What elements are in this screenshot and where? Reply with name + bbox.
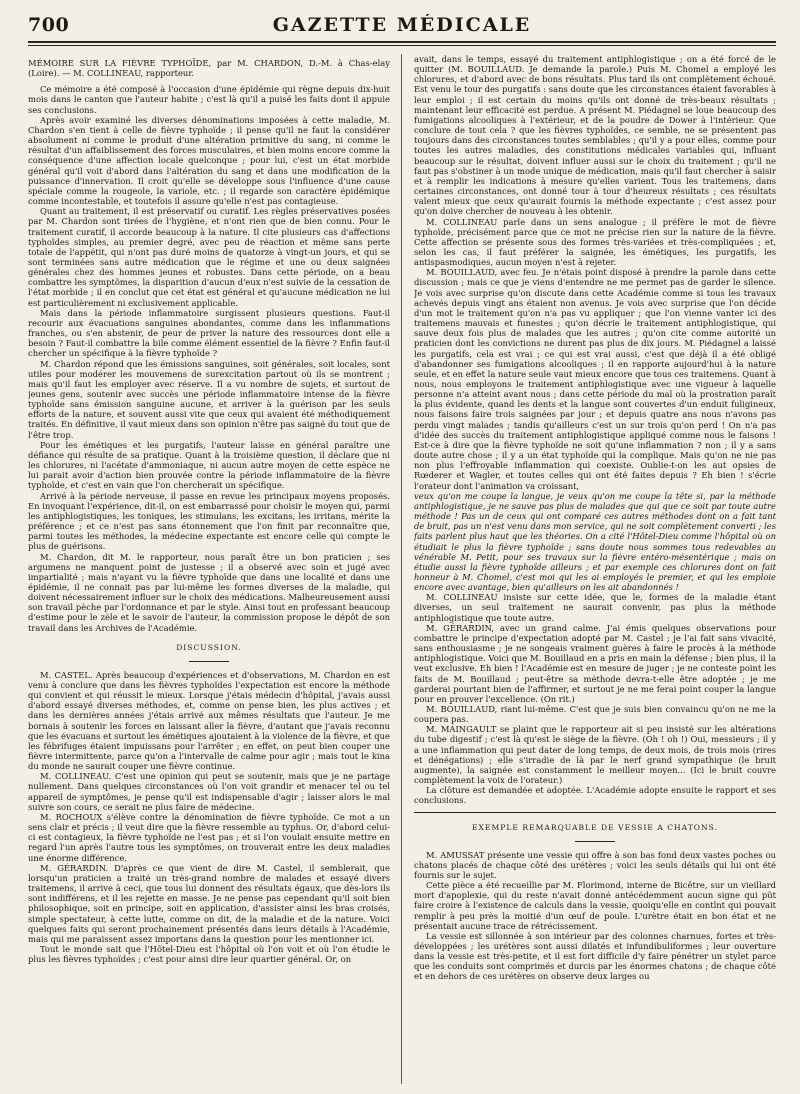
paragraph: avait, dans le temps, essayé du traitement antiphlogistique ; on a été forcé de le quitter (M. BOUILLAUD. Je demande la parole.) Puis M. Chomel a employé les chlorures, et d'abord avec de bons résultats. Plus tard ils ont complètement échoué. Est venu le tour des purgatifs : sans doute que les circonstances étaient favorables à leur emploi ; il est certain du moins qu'ils ont donné de très-beaux résultats ; maintenant leur efficacité est perdue. A présent M. Piédagnel se loue beaucoup des fumigations alcooliques à l'extérieur, et de la poudre de Dower à l'intérieur. Que conclure de tout cela ? que les fièvres typhoïdes, ce semble, ne se présentent pas toujours dans des circonstances toutes semblables ; qu'il y a pour elles, comme pour toutes les autres maladies, des constitutions médicales variables qui, influant beaucoup sur le résultat, doivent influer aussi sur le choix du traitement ; qu'il ne faut pas s'obstiner à un mode unique de médication, mais qu'il faut chercher à saisir et à remplir les indications à mesure qu'elles varient. Tous les traitemens, dans certaines circonstances, ont donné tour à tour d'heureux résultats ; ces résultats valent mieux que ceux qu'aurait fournis la méthode expectante ; c'est assez pour qu'on doive chercher de nouveau à les obtenir. bbox=[414, 54, 776, 217]
paragraph: Après avoir examiné les diverses dénominations imposées à cette maladie, M. Chardon s'en tient à celle de fièvre typhoïde ; il pense qu'il ne faut la considérer absolument ni comme le produit d'une altération primitive du sang, ni comme le résultat d'un affaiblissement des forces musculaires, et bien moins encore comme la conséquence d'une affection locale quelconque ; pour lui, c'est un état morbide général qu'il voit d'abord dans l'altération du sang et dans une modification de la puissance d'innervation. Il croit qu'elle se développe sous l'influence d'une cause spéciale comme la rougeole, la variole, etc. ; il regarde son caractère épidémique comme incontestable, et toutefois il assure qu'elle n'est pas contagieuse. bbox=[28, 114, 390, 207]
paragraph: M. GÉRARDIN, avec un grand calme. J'ai émis quelques observations pour combattre le principe d'expectation adopté par M. Castel ; je l'ai fait sans vivacité, sans enthousiasme ; je ne songeais vraiment guères à faire le procès à la méthode antiphlogistique. Voici que M. Bouillaud en a pris en main la défense ; bien plus, il la veut exclusive. Eh bien ! l'Académie est en mesure de juger ; je ne conteste point les faits de M. Bouillaud ; peut-être sa méthode devra-t-elle être adoptée ; je me garderai pourtant bien de l'affirmer, et surtout je ne me ferai point couper la langue pour en prouver l'excellence. (On rit.) bbox=[414, 622, 776, 704]
discussion-title: DISCUSSION. bbox=[176, 642, 242, 652]
paragraph: Arrivé à la période nerveuse, il passe en revue les principaux moyens proposés. En invoquant l'expérience, dit-il, on est embarrassé pour choisir le moyen qui, parmi les antiphlogistiques, les toniques, les stimulans, les excitans, les irritans, mérite la préférence ; et ce n'est pas sans étonnement que l'on finit par reconnaître que, parmi toutes les méthodes, la médecine expectante est encore celle qui compte le plus de guérisons. bbox=[28, 490, 390, 552]
paragraph: M. Chardon, dit M. le rapporteur, nous paraît être un bon praticien ; ses argumens ne manquent point de justesse ; il a observé avec soin et jugé avec impartialité ; mais n'ayant vu la fièvre typhoïde que dans une localité et dans une épidémie, il ne connait pas par lui-même les formes diverses de la maladie, qui doivent nécessairement influer sur le choix des médications. Malheureusement aussi son travail pèche par l'ordonnance et par le style. Ainsi tout en professant beaucoup d'estime pour le zèle et le savoir de l'auteur, la commission propose le dépôt de son travail dans les Archives de l'Académie. bbox=[28, 551, 390, 633]
paragraph: M. ROCHOUX s'élève contre la dénomination de fièvre typhoïde. Ce mot a un sens clair et précis ; il veut dire que la fièvre ressemble au typhus. Or, d'abord celui-ci est contagieux, la fièvre typhoïde ne l'est pas ; et si l'on voulait ensuite mettre en regard l'un après l'autre tous les symptômes, on trouverait entre les deux maladies une énorme différence. bbox=[28, 811, 390, 863]
paragraph: La clôture est demandée et adoptée. L'Académie adopte ensuite le rapport et ses conclusions. bbox=[414, 785, 776, 806]
paragraph: M. GÉRARDIN. D'après ce que vient de dire M. Castel, il semblerait, que lorsqu'un praticien a traité un très-grand nombre de malades et essayé divers traitemens, il arrive à ceci, que tous lui donnent des résultats égaux, que dès-lors ils sont indifférens, et il les rejette en masse. Je ne pense pas cependant qu'il soit bien philosophique, soit en principe, soit en application, d'assister ainsi les bras croisés, simple spectateur, à cette lutte, comme on dit, de la maladie et de la nature. Voici quelques faits qui seront prochainement présentés dans leurs détails à l'Académie, mais qui me paraissent assez importans dans la question pour les mentionner ici. bbox=[28, 862, 390, 944]
paragraph: Tout le monde sait que l'Hôtel-Dieu est l'hôpital où l'on voit et où l'on étudie le plus les fièvres typhoïdes ; c'est pour ainsi dire leur quartier général. Or, on bbox=[28, 943, 390, 965]
paragraph: M. COLLINEAU parle dans un sens analogue ; il préfère le mot de fièvre typhoïde, précisément parce que ce mot ne précise rien sur la nature de la fièvre. Cette affection se présente sous des formes très-variées et très-compliquées ; et, selon les cas, il faut préférer la saignée, les émétiques, les purgatifs, les antispasmodiques, aucun moyen n'est à rejeter. bbox=[414, 216, 776, 268]
paragraph: M. COLLINEAU. C'est une opinion qui peut se soutenir, mais que je ne partage nullement. Dans quelques circonstances où l'on voit grandir et menacer tel ou tel appareil de symptômes, je pense qu'il est indispensable d'agir ; laisser alors le mal suivre son cours, ce serait ne plus faire de médecine. bbox=[28, 771, 390, 812]
section-rule bbox=[414, 812, 776, 813]
header-rule-thin bbox=[28, 45, 776, 46]
newspaper-page bbox=[28, 14, 776, 1084]
paragraph: M. MAINGAULT se plaint que le rapporteur ait si peu insisté sur les altérations du tube digestif ; c'est là qu'est le siège de la fièvre. (Oh ! oh !) Oui, messieurs ; il y a une inflammation qui peut dater de long temps, de deux mois, de trois mois (rires et dénégations) ; elle s'irradie de là par le nerf grand sympathique (le bruit augmente), la saignée est constamment le meilleur moyen... (Ici le bruit couvre complètement la voix de l'orateur.) bbox=[414, 724, 776, 786]
journal-title: GAZETTE MÉDICALE bbox=[272, 14, 532, 36]
paragraph: Mais dans la période inflammatoire surgissent plusieurs questions. Faut-il recourir aux évacuations sanguines abondantes, comme dans les inflammations franches, ou s'en abstenir, de peur de priver la nature des ressources dont elle a besoin ? Faut-il combattre la bile comme élément essentiel de la fièvre ? Enfin faut-il chercher un spécifique à la fièvre typhoïde ? bbox=[28, 307, 390, 359]
paragraph: M. BOUILLAUD, riant lui-même. C'est que je suis bien convaincu qu'on ne me la coupera pas. bbox=[414, 704, 776, 725]
section-rule bbox=[189, 661, 229, 662]
page-number: 700 bbox=[28, 14, 70, 36]
quoted-paragraph: veux qu'on me coupe la langue, je veux qu'on me coupe la tête si, par la méthode antiphlogistique, je ne sauve pas plus de malades que qui que ce soit par toute autre méthode ! Pas un de ceux qui ont comparé ces autres méthodes dont on a fait tant de bruit, pas un n'est venu dans mon service, qui ne soit complètement converti ; les faits parlent plus haut que les théories. On a cité l'Hôtel-Dieu comme l'hôpital où on étudiait le plus la fièvre typhoïde ; sans doute nous sommes tous redevables au vénérable M. Petit, pour ses travaux sur la fièvre entéro-mésentérique ; mais on étudie aussi la fièvre typhoïde ailleurs ; et par exemple ces chlorures dont on fait honneur à M. Chomel, c'est moi qui les ai employés le premier, et qui les emploie encore avec avantage, bien qu'ailleurs on les ait abandonnés ! bbox=[414, 490, 776, 593]
paragraph: M. CASTEL. Après beaucoup d'expériences et d'observations, M. Chardon en est venu à conclure que dans les fièvres typhoïdes l'expectation est encore la méthode qui convient et qui réussit le mieux. Lorsque j'étais médecin d'hôpital, j'avais aussi d'abord essayé diverses méthodes, et, comme on pense bien, les plus actives ; et dans les dernières années j'étais arrivé aux mêmes résultats que l'auteur. Je me bornais à soutenir les forces en laissant aller la fièvre, d'autant que j'avais reconnu que les évacuans et surtout les émétiques ajoutaient à la violence de la fièvre, et que les fébrifuges étaient impuissans pour l'arrêter ; en effet, on peut bien couper une fièvre intermittente, parce qu'on a l'intervalle de calme pour agir ; mais tout le kina du monde ne saurait couper une fièvre continue. bbox=[28, 669, 390, 772]
paragraph: M. Chardon répond que les émissions sanguines, soit générales, soit locales, sont utiles pour modérer les mouvemens de surexcitation partout où ils se montrent ; mais qu'il faut les employer avec réserve. Il a vu nombre de sujets, et surtout de jeunes gens, soutenir avec succès une période inflammatoire intense de la fièvre typhoïde sans émission sanguine aucune, et arriver à la guérison par les seuls efforts de la nature, et souvent aussi vite que ceux qui avaient été méthodiquement traités. En définitive, il vaut mieux dans son opinion n'être pas saigné du tout que de l'être trop. bbox=[28, 358, 390, 440]
paragraph: Pour les émétiques et les purgatifs, l'auteur laisse en général paraître une défiance qui résulte de sa pratique. Quant à la troisième question, il déclare que ni les chlorures, ni l'acétate d'ammoniaque, ni aucun autre moyen de cette espèce ne lui parait avoir d'action bien prouvée contre la période inflammatoire de la fièvre typhoïde, et c'est en vain que l'on chercherait un spécifique. bbox=[28, 439, 390, 491]
vessie-section-title: EXEMPLE REMARQUABLE DE VESSIE A CHATONS. bbox=[471, 822, 719, 832]
paragraph: M. AMUSSAT présente une vessie qui offre à son bas fond deux vastes poches ou chatons placés de chaque côté des urétères ; voici les seuls détails qui lui ont été fournis sur le sujet. bbox=[414, 849, 776, 880]
section-rule-short bbox=[575, 841, 615, 842]
paragraph: M. BOUILLAUD, avec feu. Je n'étais point disposé à prendre la parole dans cette discussion ; mais ce que je viens d'entendre ne me permet pas de garder le silence. Je vois avec surprise qu'on discute dans cette Académie comme si tous les travaux achevés depuis vingt ans étaient non avenus. Je vois avec surprise que l'on décide d'un mot le traitement qu'on n'a pas vu appliquer ; que l'on vienne vanter ici des traitemens mauvais et funestes ; qu'on décrie le traitement antiphlogistique, qui sauve deux fois plus de malades que les autres ; qu'on cite comme autorité un praticien dont les convictions ne durent pas plus de dix jours. M. Piédagnel a laissé les purgatifs, cela est vrai ; ce qui est vrai aussi, c'est que déjà il a été obligé d'abandonner ses fumigations alcooliques ; il en rapporte aujourd'hui à la nature seule, et en effet la nature seule vaut mieux encore que tous ces traitemens. Quant à nous, nous employons le traitement antiphlogistique avec une vigueur à laquelle personne n'a atteint avant nous ; dans cette période du mal où la prostration paraît la plus évidente, quand les dents et la langue sont couvertes d'un enduit fuligineux, nous faisons faire trois saignées par jour ; et depuis quatre ans nous n'avons pas perdu vingt malades ; tandis qu'ailleurs c'est un sur trois qu'on perd ! On n'a pas d'idée des succès du traitement antiphlogistique appliqué comme nous le faisons ! Est-ce à dire que la fièvre typhoïde ne soit qu'une inflammation ? non ; il y a sans doute autre chose ; il y a un état typhoïde qui la complique. Mais qu'on ne nie pas non plus l'effroyable inflammation qui coexiste. Oublie-t-on les aut opsies de Rœderer et Wagler, et toutes celles qui ont été faites depuis ? Eh bien ! s'écrie l'orateur dont l'animation va croissant, bbox=[414, 267, 776, 491]
paragraph: La vessie est sillonnée à son intérieur par des colonnes charnues, fortes et très-développées ; les urétères sont aussi dilatés et infundibuliformes ; leur ouverture dans la vessie est très-petite, et il est fort difficile d'y faire pénétrer un stylet parce que les conduits sont comprimés et durcis par les énormes chatons ; de chaque côté et en dehors de ces urétères on observe deux larges ou bbox=[414, 930, 776, 982]
paragraph: Quant au traitement, il est préservatif ou curatif. Les règles préservatives posées par M. Chardon sont tirées de l'hygiène, et n'ont rien que de bien connu. Pour le traitement curatif, il accorde beaucoup à la nature. Il cite plusieurs cas d'affections typhoïdes simples, au premier degré, avec peu de réaction et même sans perte totale de l'appétit, qui n'ont pas duré moins de quatorze à vingt-un jours, et qui se sont terminées sans autre médication que le régime et une ou deux saignées générales chez des hommes jeunes et robustes. Dans cette période, on a beau combattre les symptômes, la disparition d'aucun d'eux n'est suivie de la cessation de l'état morbide ; il en conclut que cet état est général et qu'aucune médication ne lui est particulièrement ni exclusivement applicable. bbox=[28, 206, 390, 308]
paragraph: Ce mémoire a été composé à l'occasion d'une épidémie qui règne depuis dix-huit mois dans le canton que l'auteur habite ; c'est là qu'il a puisé les faits dont il appuie ses conclusions. bbox=[28, 84, 390, 115]
paragraph: Cette pièce a été recueillie par M. Florimond, interne de Bicêtre, sur un vieillard mort d'apoplexie, qui du reste n'avait donné antécédemment aucun signe qui pût faire croire à l'existence de calculs dans la vessie, quoiqu'elle en contînt qui pouvait remplir à peu près la moitié d'un œuf de poule. L'urètre était en bon état et ne présentait aucune trace de rétrécissement. bbox=[414, 880, 776, 931]
paragraph: M. COLLINEAU insiste sur cette idée, que le, formes de la maladie étant diverses, un seul traitement ne saurait convenir, pas plus la méthode antiphlogistique que toute autre. bbox=[414, 592, 776, 623]
text-columns bbox=[28, 54, 776, 1084]
page-header bbox=[28, 14, 776, 40]
memoir-heading: MÉMOIRE SUR LA FIÈVRE TYPHOÏDE, par M. CHARDON, D.-M. à Chas-elay (Loire). — M. COLLINEAU, rapporteur. bbox=[28, 58, 390, 79]
column-divider bbox=[401, 54, 402, 1084]
header-rule bbox=[28, 41, 776, 43]
left-column bbox=[28, 54, 390, 1084]
right-column bbox=[414, 54, 776, 1084]
